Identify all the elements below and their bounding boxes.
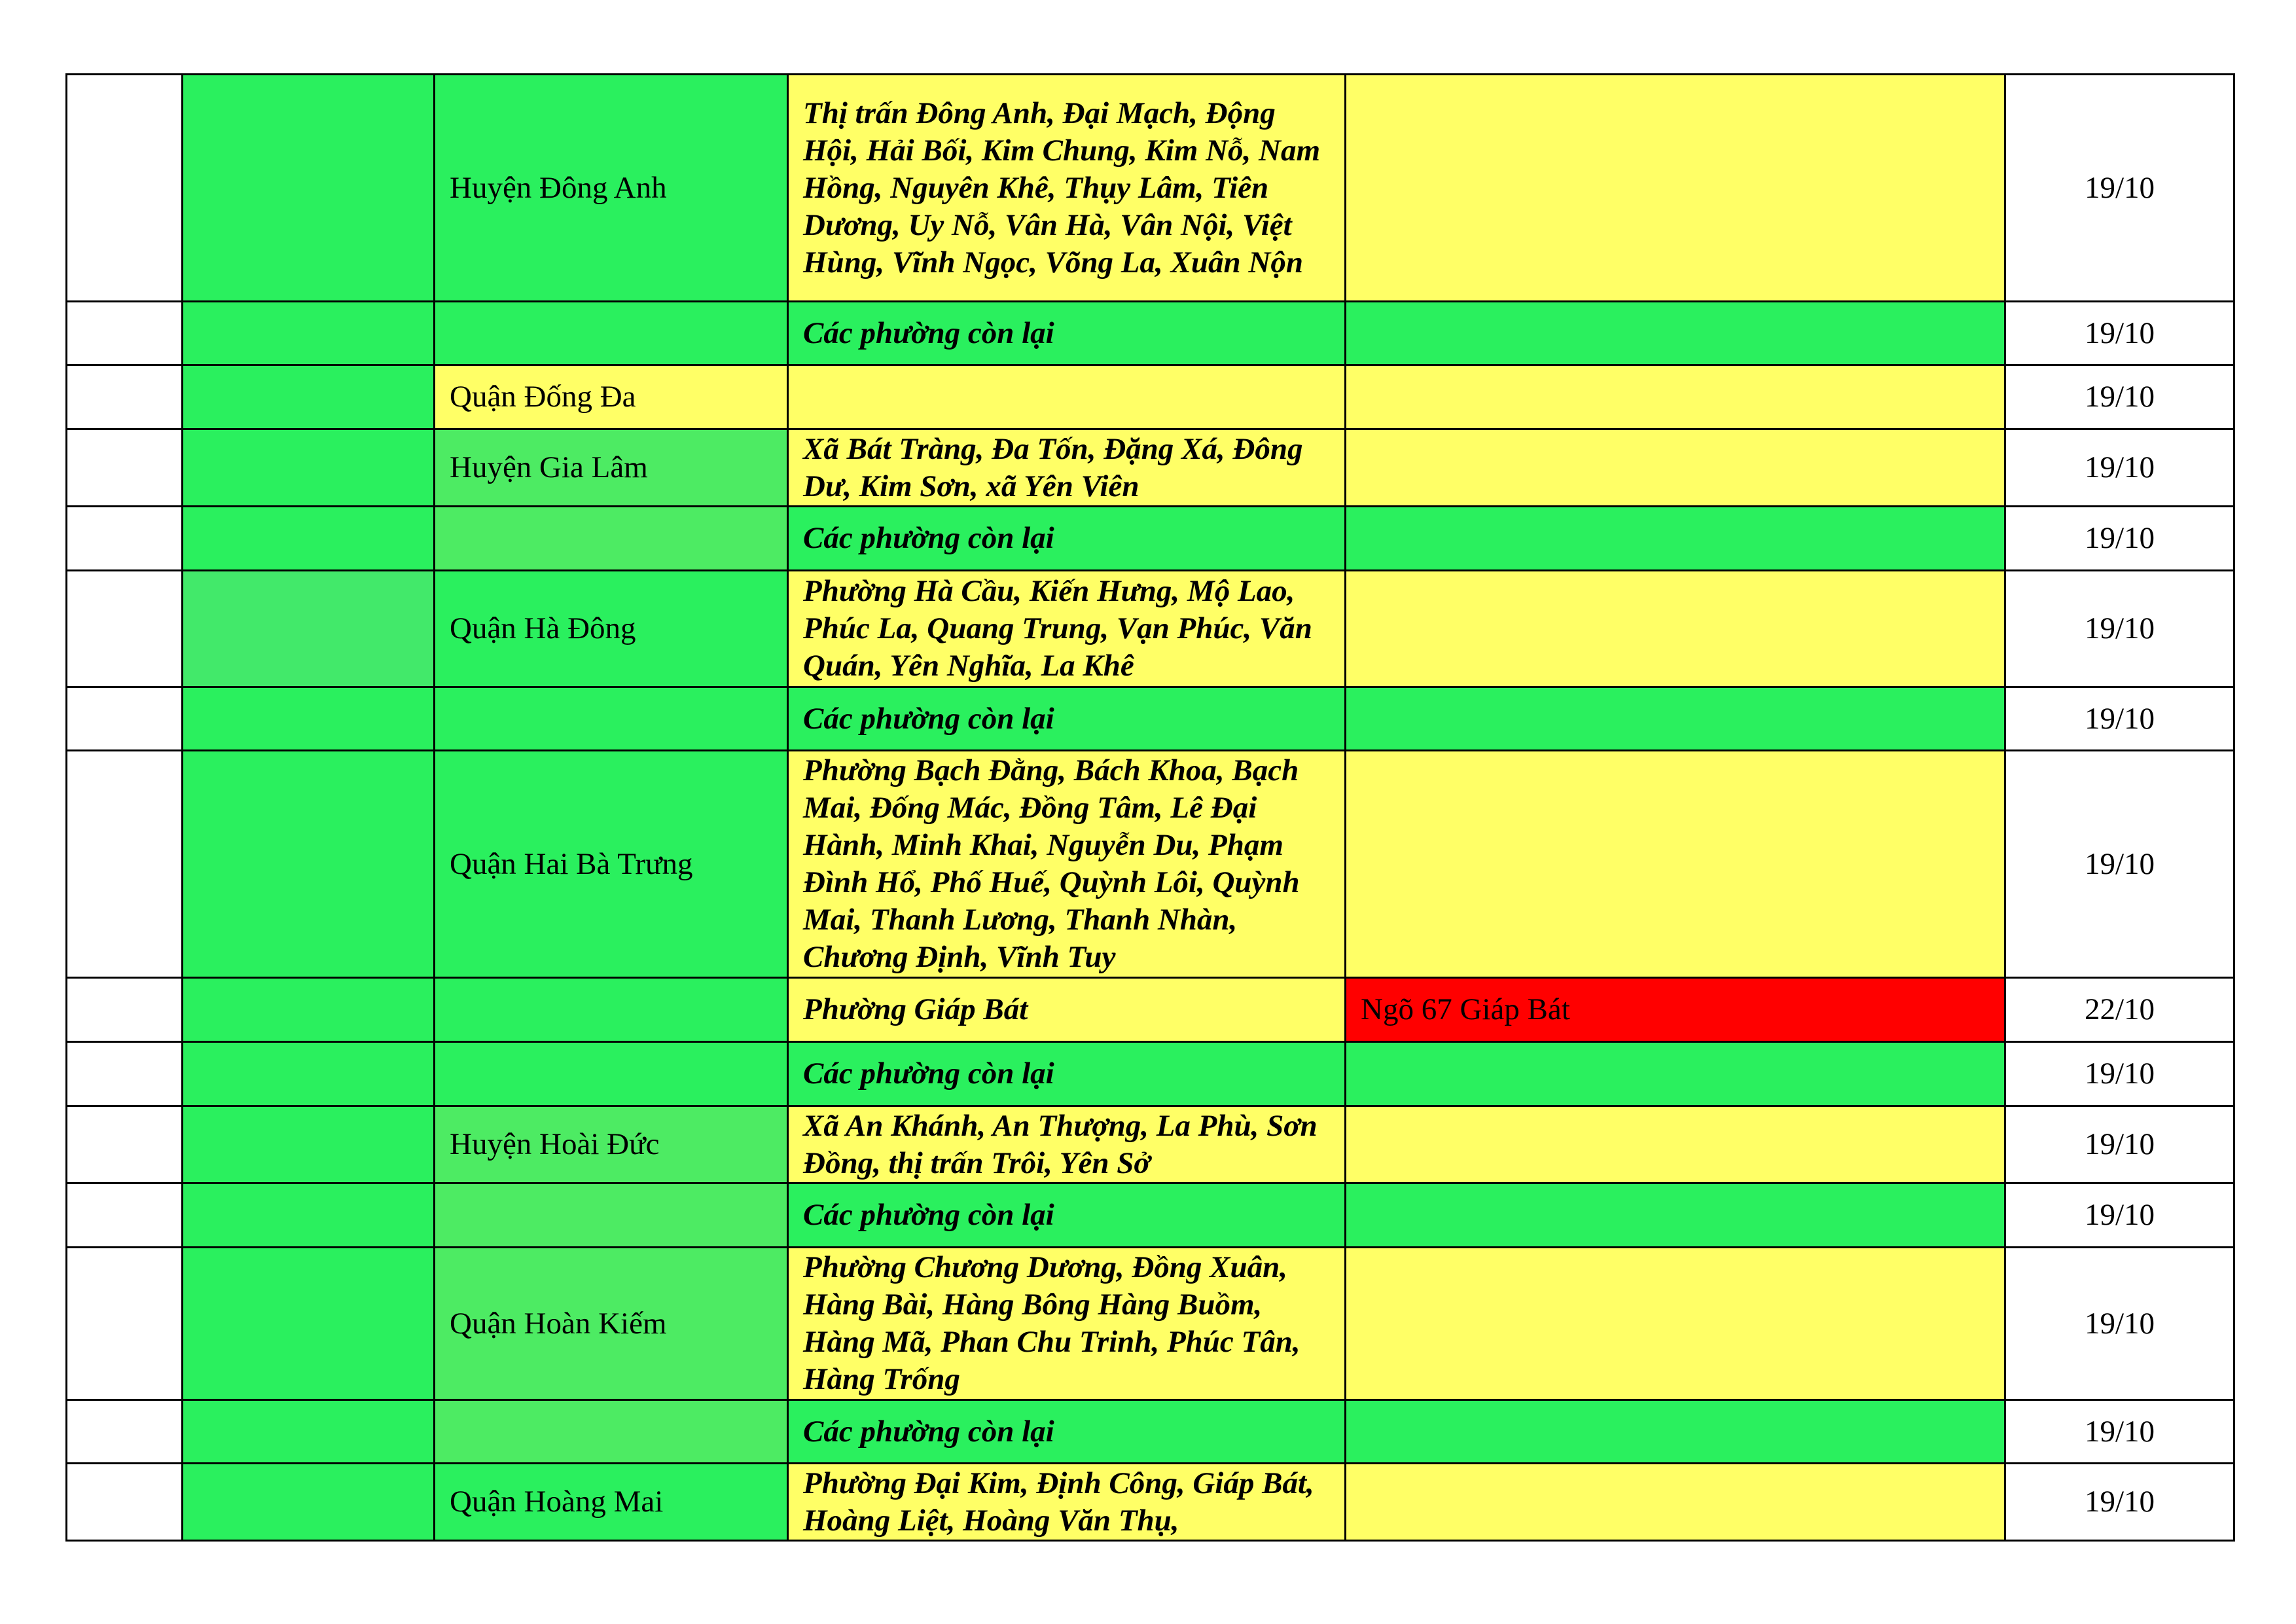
table-row: [67, 302, 2234, 365]
note-cell: [1346, 75, 2005, 302]
status-cell: [183, 978, 435, 1042]
table-row: [67, 75, 2234, 302]
note-cell: [1346, 1042, 2005, 1106]
note-cell: [1346, 429, 2005, 507]
status-cell: [183, 1400, 435, 1464]
ward-cell: Các phường còn lại: [788, 302, 1346, 365]
index-cell: [67, 1183, 183, 1248]
date-cell: 19/10: [2005, 751, 2234, 978]
date-cell: 19/10: [2005, 687, 2234, 751]
district-cell: [435, 1400, 788, 1464]
status-cell: [183, 1042, 435, 1106]
table-row: [67, 365, 2234, 429]
district-cell: Huyện Đông Anh: [435, 75, 788, 302]
index-cell: [67, 302, 183, 365]
index-cell: [67, 1464, 183, 1541]
status-cell: [183, 1464, 435, 1541]
status-cell: [183, 571, 435, 687]
note-cell: Ngõ 67 Giáp Bát: [1346, 978, 2005, 1042]
ward-cell: Các phường còn lại: [788, 507, 1346, 571]
district-cell: [435, 978, 788, 1042]
status-cell: [183, 75, 435, 302]
note-cell: [1346, 1106, 2005, 1183]
district-cell: Quận Hoàn Kiếm: [435, 1248, 788, 1400]
status-cell: [183, 507, 435, 571]
status-cell: [183, 1183, 435, 1248]
status-cell: [183, 365, 435, 429]
note-cell: [1346, 1248, 2005, 1400]
index-cell: [67, 1042, 183, 1106]
table-row: [67, 1106, 2234, 1183]
table-row: [67, 751, 2234, 978]
table-row: [67, 429, 2234, 507]
index-cell: [67, 1248, 183, 1400]
table-row: [67, 1183, 2234, 1248]
table-row: [67, 1042, 2234, 1106]
ward-cell: Xã An Khánh, An Thượng, La Phù, Sơn Đồng, thị trấn Trôi, Yên Sở: [788, 1106, 1346, 1183]
ward-cell: Xã Bát Tràng, Đa Tốn, Đặng Xá, Đông Dư, Kim Sơn, xã Yên Viên: [788, 429, 1346, 507]
note-cell: [1346, 751, 2005, 978]
index-cell: [67, 1400, 183, 1464]
status-cell: [183, 302, 435, 365]
district-cell: Quận Hoàng Mai: [435, 1464, 788, 1541]
date-cell: 19/10: [2005, 75, 2234, 302]
table-row: [67, 507, 2234, 571]
district-cell: Huyện Gia Lâm: [435, 429, 788, 507]
district-cell: Quận Đống Đa: [435, 365, 788, 429]
date-cell: 19/10: [2005, 429, 2234, 507]
index-cell: [67, 571, 183, 687]
table-row: [67, 1400, 2234, 1464]
table-row: [67, 1248, 2234, 1400]
date-cell: 19/10: [2005, 302, 2234, 365]
district-cell: Quận Hà Đông: [435, 571, 788, 687]
ward-cell: Phường Đại Kim, Định Công, Giáp Bát, Hoàng Liệt, Hoàng Văn Thụ,: [788, 1464, 1346, 1541]
table-row: [67, 978, 2234, 1042]
index-cell: [67, 365, 183, 429]
date-cell: 19/10: [2005, 1248, 2234, 1400]
note-cell: [1346, 507, 2005, 571]
ward-cell: Phường Bạch Đằng, Bách Khoa, Bạch Mai, Đống Mác, Đồng Tâm, Lê Đại Hành, Minh Khai, Nguyễn Du, Phạm Đình Hổ, Phố Huế, Quỳnh Lôi, Quỳnh Mai, Thanh Lương, Thanh Nhàn, Chương Định, Vĩnh Tuy: [788, 751, 1346, 978]
table-row: [67, 1464, 2234, 1541]
ward-cell: Thị trấn Đông Anh, Đại Mạch, Động Hội, Hải Bối, Kim Chung, Kim Nỗ, Nam Hồng, Nguyên Khê, Thụy Lâm, Tiên Dương, Uy Nỗ, Vân Hà, Vân Nội, Việt Hùng, Vĩnh Ngọc, Võng La, Xuân Nộn: [788, 75, 1346, 302]
date-cell: 19/10: [2005, 1400, 2234, 1464]
note-cell: [1346, 571, 2005, 687]
index-cell: [67, 687, 183, 751]
date-cell: 19/10: [2005, 571, 2234, 687]
date-cell: 19/10: [2005, 1042, 2234, 1106]
index-cell: [67, 429, 183, 507]
table-row: [67, 571, 2234, 687]
date-cell: 19/10: [2005, 1183, 2234, 1248]
date-cell: 19/10: [2005, 365, 2234, 429]
district-cell: [435, 1042, 788, 1106]
index-cell: [67, 507, 183, 571]
status-cell: [183, 429, 435, 507]
ward-cell: Các phường còn lại: [788, 1183, 1346, 1248]
note-cell: [1346, 687, 2005, 751]
index-cell: [67, 978, 183, 1042]
note-cell: [1346, 302, 2005, 365]
ward-cell: Phường Giáp Bát: [788, 978, 1346, 1042]
date-cell: 19/10: [2005, 1106, 2234, 1183]
status-cell: [183, 751, 435, 978]
note-cell: [1346, 1183, 2005, 1248]
table-row: [67, 687, 2234, 751]
district-cell: [435, 507, 788, 571]
ward-cell: Các phường còn lại: [788, 1400, 1346, 1464]
ward-cell: Phường Chương Dương, Đồng Xuân, Hàng Bài, Hàng Bông Hàng Buồm, Hàng Mã, Phan Chu Trinh, Phúc Tân, Hàng Trống: [788, 1248, 1346, 1400]
ward-cell: Phường Hà Cầu, Kiến Hưng, Mộ Lao, Phúc La, Quang Trung, Vạn Phúc, Văn Quán, Yên Nghĩa, La Khê: [788, 571, 1346, 687]
date-cell: 19/10: [2005, 1464, 2234, 1541]
date-cell: 19/10: [2005, 507, 2234, 571]
note-cell: [1346, 1464, 2005, 1541]
ward-cell: Các phường còn lại: [788, 1042, 1346, 1106]
district-cell: [435, 302, 788, 365]
district-cell: Quận Hai Bà Trưng: [435, 751, 788, 978]
date-cell: 22/10: [2005, 978, 2234, 1042]
district-cell: Huyện Hoài Đức: [435, 1106, 788, 1183]
status-cell: [183, 687, 435, 751]
index-cell: [67, 751, 183, 978]
note-cell: [1346, 1400, 2005, 1464]
index-cell: [67, 1106, 183, 1183]
index-cell: [67, 75, 183, 302]
status-cell: [183, 1106, 435, 1183]
ward-cell: Các phường còn lại: [788, 687, 1346, 751]
district-cell: [435, 687, 788, 751]
note-cell: [1346, 365, 2005, 429]
status-cell: [183, 1248, 435, 1400]
ward-cell: [788, 365, 1346, 429]
restriction-table: [65, 73, 2235, 1542]
table-body: [67, 75, 2234, 1541]
district-cell: [435, 1183, 788, 1248]
